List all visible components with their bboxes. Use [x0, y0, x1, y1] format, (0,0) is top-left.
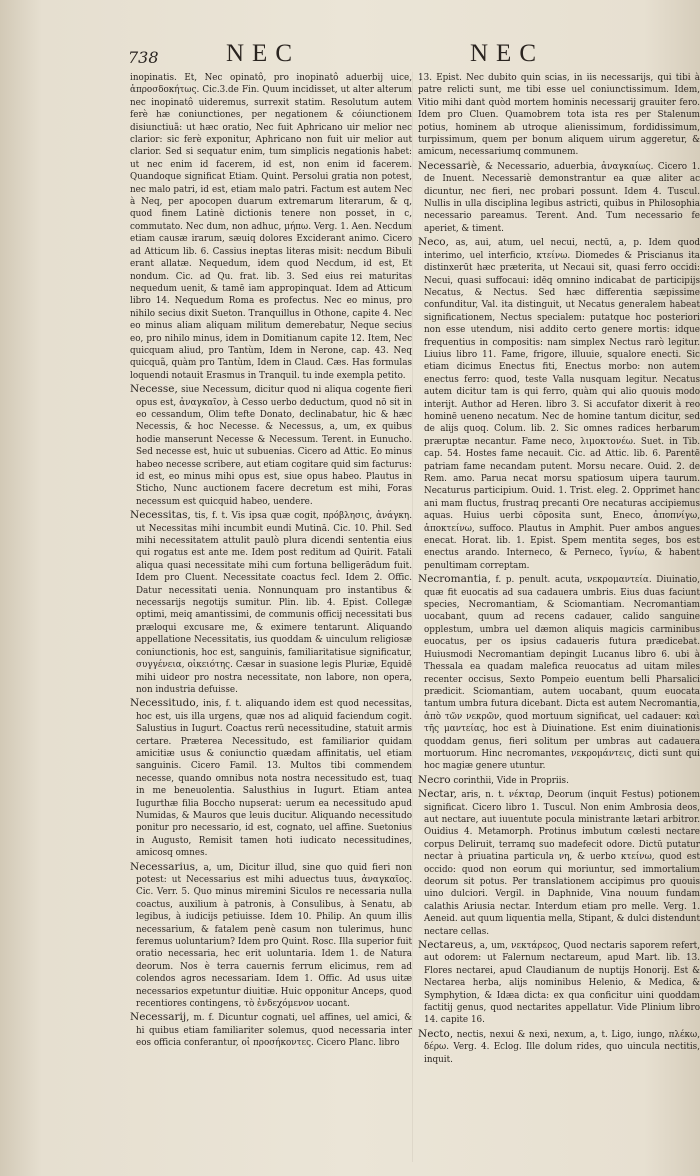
entry-text: tis, f. t. Vis ipsa quæ cogit, πρόβλησις, ἀνάγκη. ut Necessitas mihi incumbit eundi Mutinā. Cic. 10. Phil. Sed mihi necessitatem attulit paulò plura dicendi sententia eius qui rogatus est ante me. Idem post reditum ad Quirit. Fatali aliqua quasi necessitate mihi cum fortuna belligerādum fuit. Idem pro Cluent. Necessitate coactus fecl. Idem 2. Offic. Datur necessitati uenia. Nonnunquam pro instantibus & necessarijs negotijs sumitur. Plin. lib. 4. Epist. Collegæ optimi, meiq amantissimi, de communis officij necessitati bus præloqui excusare me, & eximere tentarunt. Aliquando appellatione Necessitatis, ius quoddam & uinculum religiosæ coniunctionis, hoc est, sanguinis, familiaritatisue significatur, συγγένεια, οἰκειότης. Cæsar in suasione legis Pluriæ, Equidē mihi uideor pro nostra necessitate, non labore, non opera, non industria defuisse.: [136, 511, 412, 695]
dictionary-entry: [130, 697, 412, 859]
dictionary-entry: [418, 72, 700, 159]
dictionary-entry: [418, 774, 700, 787]
page-number: 738: [128, 48, 159, 67]
dictionary-entry: [418, 160, 700, 235]
entry-text: siue Necessum, dicitur quod ni aliqua cogente fieri opus est, ἀναγκαῖον, à Cesso uerbo deductum, quod nō sit in eo cessandum, Olim tefte Donato, declinabatur, hic & hæc Necessis, & hoc Necesse. & Necessus, a, um, ex quibus hodie manserunt Necesse & Necessum. Terent. in Eunucho. Sed necesse est, huic ut subuenias. Cicero ad Attic. Eo minus habeo necesse scribere, aut etiam cogitare quid sim facturus: id est, eo minus mihi opus est, siue opus habeo. Plautus in Sticho, Nunc auctionem facere decretum est mihi, Foras necessum est quicquid habeo, uendere.: [136, 385, 412, 507]
dictionary-entry: [418, 1028, 700, 1066]
entry-text: inis, f. t. aliquando idem est quod necessitas, hoc est, uis illa urgens, quæ nos ad aliquid faciendum cogit. Salustius in Iugurt. Coactus rerū necessitudine, statuit armis certare. Præterea Necessitudo, est familiarior quidam amicitiæ usus & coniunctio quædam affinitatis, uel etiam sanguinis. Cicero Famil. 13. Multos tibi commendem necesse, quando omnibus nota nostra necessitudo est, tuaq in me beneuolentia. Salusthius in Iugurt. Etiam antea Iugurthæ filia Boccho nupserat: uerum ea necessitudo apud Numidas, & Mauros que leuis ducitur. Aliquando necessitudo ponitur pro necessario, id est, cognato, uel affine. Suetonius in Augusto, Remisit tamen hoti iudicato necessitudines, amicosq omnes.: [136, 699, 412, 859]
left-column: [130, 72, 412, 1162]
column-gutter: [412, 72, 413, 1162]
left-running-headword: NEC: [226, 40, 300, 67]
entry-lemma: Necessitas,: [130, 509, 191, 522]
entry-lemma: Necromantia,: [418, 573, 491, 586]
dictionary-entry: [130, 509, 412, 696]
entry-text: 13. Epist. Nec dubito quin scias, in iis necessarijs, qui tibi à patre relicti sunt, me tibi esse uel coniunctissimum. Idem, Vitio mihi dant quòd mortem hominis necessarij grauiter fero. Idem pro Cluen. Quamobrem tota ista res per Stalenum potius, hominem ab utroque alienissimum, fordidissimum, turpissimum, quem per bonum aliquem uirum aggeretur, & amicum, necessariumq communem.: [418, 73, 700, 158]
entry-lemma: Neco,: [418, 236, 449, 249]
dictionary-entry: [418, 939, 700, 1027]
entry-lemma: Necessarij,: [130, 1011, 190, 1024]
entry-lemma: Nectareus,: [418, 939, 477, 952]
entry-text: corinthii, Vide in Propriis.: [453, 775, 569, 786]
dictionary-entry: [130, 1011, 412, 1049]
entry-lemma: Necessariè,: [418, 159, 481, 172]
entry-text: aris, n. t. νέκταρ, Deorum (inquit Festus) potionem significat. Cicero libro 1. Tuscul. Non enim Ambrosia deos, aut nectare, aut iuuentute pocula ministrante lætari arbitror. Ouidius 4. Metamorph. Protinus imbutum cœlesti nectare corpus Deliruit, terramq suo madefecit odore. Dictū putatur nectar à priuatina particula νη, & uerbo κτείνω, quod est occido: quod non eorum qui moriuntur, sed immortalium deorum sit potus. Per translationem accipimus pro quouis uino dulciori. Vergil. in Daphnide, Vina nouum fundam calathis Ariusia nectar. Interdum etiam pro melle. Verg. 1. Aeneid. aut quum liquentia mella, Stipant, & dulci distendunt nectare cellas.: [424, 790, 700, 937]
entry-text: a, um, Dicitur illud, sine quo quid fieri non potest: ut Necessarius est mihi aduectus tuus, ἀναγκαῖος. Cic. Verr. 5. Quo minus miremini Siculos re necessaria nulla coactus, auxilium à patronis, à Consulibus, à Senatu, ab legibus, à iudicijs petiuisse. Idem 10. Philip. An quum illis necessarium, & fatalem penè casum non tulerimus, hunc feremus uoluntarium? Idem pro Quint. Rosc. Illa superior fuit oratio necessaria, hec erit uoluntaria. Idem 1. de Natura deorum. Nos è terra cauernis ferrum elicimus, rem ad colendos agros necessariam. Idem 1. Offic. Ad usus uitæ necessarios expetuntur diuitiæ. Huic opponitur Anceps, quod recentiores contingens, τὸ ἐνδεχόμενον uocant.: [136, 862, 412, 1010]
dictionary-entry: [418, 236, 700, 572]
dictionary-entry: [418, 573, 700, 773]
right-column: [418, 72, 700, 1162]
entry-text: a, um, νεκτάρεος, Quod nectaris saporem refert, aut odorem: ut Falernum nectareum, apud Mart. lib. 13. Flores nectarei, apud Claudianum de nuptijs Honorij. Est & Nectarea herba, alijs nominibus Helenio, & Medica, & Symphytion, & Idæa dicta: ex qua conficitur uini quoddam factitij genus, quod nectarites appellatur. Vide Plinium libro 14. capite 16.: [424, 941, 700, 1026]
entry-text: & Necessario, aduerbia, ἀναγκαίως. Cicero 1. de Inuent. Necessariè demonstrantur ea quæ aliter ac dicuntur, nec fieri, nec probari possunt. Idem 4. Tuscul. Nullis in ulla disciplina legibus astricti, quibus in Philosophia necessario pareamus. Terent. And. Tum necessario fe aperiet, & timent.: [424, 161, 700, 234]
entry-lemma: Necessarius,: [130, 860, 199, 873]
dictionary-entry: [418, 788, 700, 938]
dictionary-entry: [130, 383, 412, 508]
entry-lemma: Necto,: [418, 1027, 454, 1040]
dictionary-entry: [130, 861, 412, 1011]
right-running-headword: NEC: [470, 40, 544, 67]
entry-lemma: Necesse,: [130, 383, 178, 396]
entry-text: nectis, nexui & nexi, nexum, a, t. Ligo, iungo, πλέκω, δέρω. Verg. 4. Eclog. Ille dolum rides, quo uincula nectitis, inquit.: [424, 1029, 700, 1065]
entry-text: as, aui, atum, uel necui, nectū, a, p. Idem quod interimo, uel interficio, κτείνω. Diomedes & Priscianus ita distinxerūt hæc præterita, ut Necaui sit, quasi ferro occidi: Necui, quasi suffocaui: idēq omnino indicabat de participijs Necatus, & Nectus. Sed hæc differentia sæpissime confunditur, Val. ita distinguit, ut Necatus generalem habeat significationem, Nectus specialem: putatque hoc posteriori non esse utendum, nisi addito certo genere mortis: idque frequentius in compositis: nam simplex Nectus rarò legitur. Liuius libro 11. Fame, frigore, illuuie, squalore enecti. Sic etiam dicimus Enectus fiti, Enectus morbo: non autem enectus ferro: quod, teste Valla nusquam legitur. Necatus autem dicitur tam is qui ferro, quàm qui alio quouis modo interijt. Author ad Heren. libro 3. Si accufator dixerit à reo hominē ueneno necatum. Nec de homine tantum dicitur, sed de alijs quoq. Colum. lib. 2. Sic omnes radices herbarum præruptæ necantur. Fame neco, λιμοκτονέω. Suet. in Tib. cap. 54. Hostes fame necauit. Cic. ad Attic. lib. 6. Parentē patriam fame necandam putent. Morsu necare. Ouid. 2. de Rem. amo. Parua necat morsu spatiosum uipera taurum. Necaturus participium. Ouid. 1. Trist. eleg. 2. Opprimet hanc ani mam fluctus, frustraq precanti Ore necaturas accipiemus aquas. Huius uerbi cōposita sunt, Eneco, ἀποπνίγω, ἀποκτείνω, suffoco. Plautus in Amphit. Puer ambos angues enecat. Horat. lib. 1. Epist. Spem mentita seges, bos est enectus arando. Interneco, & Perneco, ἴγνίω, & habent penultimam correptam.: [424, 238, 700, 571]
dictionary-entry: [130, 72, 412, 382]
entry-lemma: Necro: [418, 773, 451, 786]
entry-lemma: Nectar,: [418, 788, 457, 801]
entry-text: f. p. penult. acuta, νεκρομαντεία. Diuinatio, quæ fit euocatis ad sua cadauera umbris. Eius duas faciunt species, Necromantiam, & Sciomantiam. Necromantiam uocabant, quum ad recens cadauer, calido sanguine opplestum, umbra uel dæmon aliquis magicis carminibus euocatus, per os ipsius cadaueris futura prædicebat. Huiusmodi Necromantiam depingit Lucanus libro 6. ubi à Thessala ea quadam malefica reuocatus ad uitam miles recenter occisus, Sexto Pompeio euentum belli Pharsalici prædicit. Sciomantiam, autem uocabant, quum euocata tantum umbra futura dicebant. Dicta est autem Necromantia, ἀπὸ τῶν νεκρῶν, quod mortuum significat, uel cadauer: καὶ τῆς μαντείας, hoc est à Diuinatione. Est enim diuinationis quoddam genus, fieri solitum per umbras aut cadauera mortuorum. Hinc necromantes, νεκρομάντεις, dicti sunt qui hoc magiæ genere utuntur.: [424, 575, 700, 772]
entry-text: inopinatis. Et, Nec opinatô, pro inopinatô aduerbij uice, ἀπροσδοκήτως. Cic.3.de Fin. Quum incidisset, ut alter alterum nec inopinatô uideremus, surrexit statim. Resolutum autem ferè hæ coniunctiones, per negationem & cóiunctionem disiunctiuã: ut hæc oratio, Nec fuit Aphricano uir melior nec clarior: sic ferè exponitur, Aphricano non fuit uir melior aut clarior. Sed si sequatur enim, tum simplicis negationis habet: ut nec enim id facerem, id est, non enim id facerem. Quandoque significat Etiam. Quint. Persolui gratia non potest, nec malo patri, id est, etiam malo patri. Factum est autem Nec à Neq, per apocopen duarum extremarum literarum, & q, quod finem Latinè dictionis tenere non posset, in c, commutato. Nec dum, non adhuc, μήπω. Verg. 1. Aen. Necdum etiam causæ irarum, sæuiq dolores Exciderant animo. Cicero ad Atticum lib. 6. Cassius ineptas literas misit: necdum Bibuli erant allatæ. Nequedum, idem quod Necdum, id est, Et nondum. Cic. ad Qu. frat. lib. 3. Sed eius rei maturitas nequedum uenit, & tamē iam appropinquat. Idem ad Atticum libro 14. Nequedum Roma es profectus. Nec eo minus, pro nihilo secius dixit Sueton. Tranquillus in Othone, capite 4. Nec eo minus aliam aliquam militum demerebatur, Neque secius eo, pro nihilo minus, idem in Domitianum capite 12. Item, Nec quicquam aliud, pro Tantùm, Idem in Nerone, cap. 43. Neq quicquã, quàm pro Tantùm, Idem in Claud. Cæs. Has formulas loquendi notauit Erasmus in Tranquil. tu inde exempla petito.: [130, 73, 412, 381]
entry-lemma: Necessitudo,: [130, 697, 199, 710]
running-header: [0, 40, 700, 70]
entry-text: m. f. Dicuntur cognati, uel affines, uel amici, & hi quibus etiam familiariter solemus, quod necessaria inter eos officia conferantur, οἱ προσήκοντες. Cicero Planc. libro: [136, 1013, 412, 1049]
